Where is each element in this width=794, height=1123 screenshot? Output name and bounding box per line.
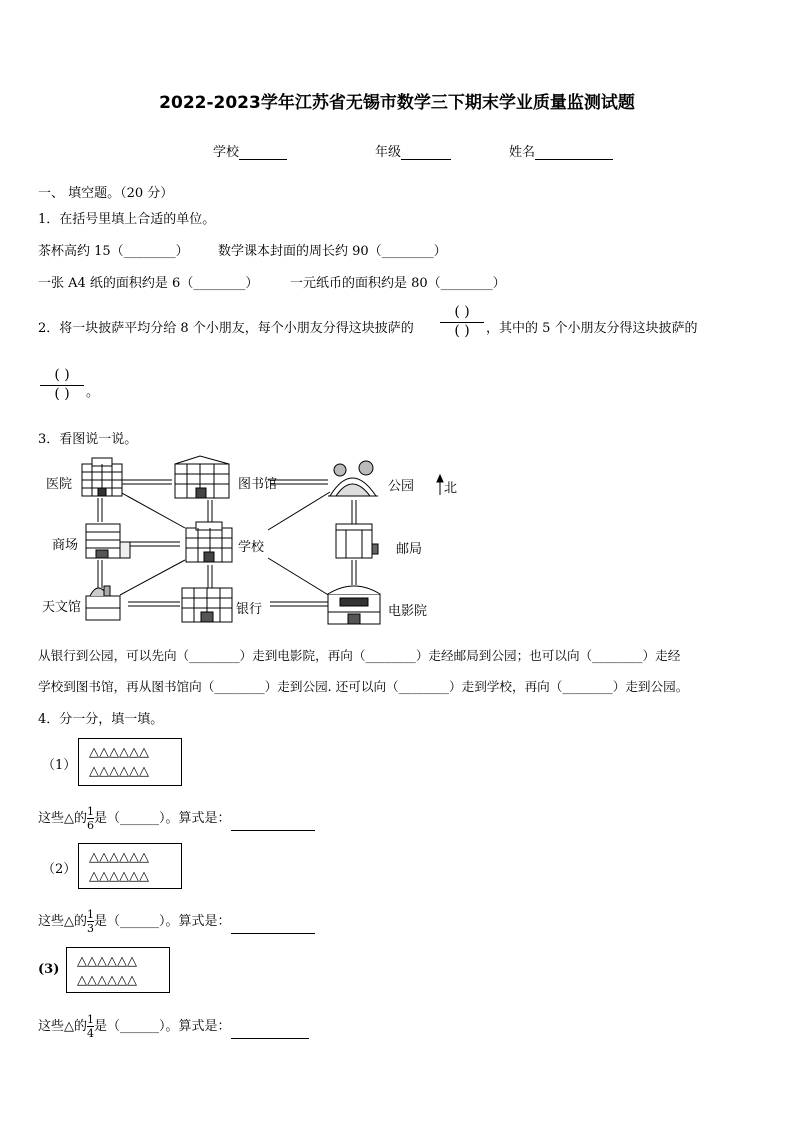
road-school-park	[268, 492, 330, 530]
observatory-building-icon	[86, 586, 120, 620]
q3-answer-line1: 从银行到公园，可以先向（________）走到电影院，再向（________）走经邮局到公园；也可以向（________）走经	[38, 648, 681, 663]
name-label: 姓名	[509, 145, 536, 160]
map-label-school: 学校	[238, 540, 265, 555]
q1-line1b: 数学课本封面的周长约 90（________）	[218, 244, 447, 259]
q4-part2-suffix: 是（______）。算式是：	[94, 914, 231, 929]
bank-building-icon	[182, 588, 232, 622]
triangle-row: △△△△△△	[77, 973, 137, 988]
section-heading: 一、 填空题。（20 分）	[38, 186, 174, 201]
post-building-icon	[336, 524, 378, 558]
q4-part3-answer-blank[interactable]	[231, 1024, 309, 1039]
q4-part2-answer-blank[interactable]	[231, 919, 315, 934]
q4-stem: 4．分一分，填一填。	[38, 712, 164, 727]
grade-label: 年级	[375, 145, 402, 160]
fraction-numerator: 1	[87, 908, 94, 921]
triangle-row: △△△△△△	[77, 954, 137, 969]
q3-answer-line2: 学校到图书馆，再从图书馆向（________）走到公园. 还可以向（________）走到学校，再向（________）走到公园。	[38, 679, 689, 694]
triangle-row: △△△△△△	[89, 745, 149, 760]
map-label-bank: 银行	[236, 602, 263, 617]
road-observatory-school	[120, 560, 185, 595]
school-building-icon	[186, 522, 232, 562]
q4-part2-triangles	[78, 843, 182, 889]
q4-part3-label: (3)	[38, 962, 60, 977]
fraction-numerator: 1	[87, 805, 94, 818]
school-label: 学校	[213, 145, 240, 160]
grade-blank[interactable]	[401, 145, 451, 160]
map-label-cinema: 电影院	[388, 604, 428, 619]
q4-part3-fraction	[87, 1014, 94, 1039]
fraction-denominator: 3	[87, 922, 94, 935]
school-blank[interactable]	[239, 145, 287, 160]
q4-part2-question	[38, 909, 315, 934]
q2-text1: 2．将一块披萨平均分给 8 个小朋友，每个小朋友分得这块披萨的	[38, 321, 414, 336]
q2-end: 。	[86, 385, 100, 400]
q1-line2a: 一张 A4 纸的面积约是 6（________）	[38, 276, 259, 291]
road-school-cinema	[268, 558, 330, 596]
q4-part1-triangles	[78, 738, 182, 786]
fraction-denominator: 6	[87, 819, 94, 832]
q2-fraction-2-num: ( )	[54, 367, 70, 383]
q3-stem: 3．看图说一说。	[38, 432, 138, 447]
q4-part1-fraction	[87, 806, 94, 831]
q4-part2-prefix: 这些△的	[38, 914, 87, 929]
q2-fraction-2-den: ( )	[54, 386, 70, 402]
q4-part1-answer-blank[interactable]	[231, 816, 315, 831]
map-label-hospital: 医院	[46, 477, 73, 492]
triangle-row: △△△△△△	[89, 869, 149, 884]
q4-part3-suffix: 是（______）。算式是：	[94, 1019, 231, 1034]
q4-part1-prefix: 这些△的	[38, 811, 87, 826]
q1-line1a: 茶杯高约 15（________）	[38, 244, 189, 259]
q4-part3-prefix: 这些△的	[38, 1019, 87, 1034]
map-label-library: 图书馆	[238, 477, 278, 492]
q4-part3-triangles	[66, 947, 170, 993]
q2-text2: ，其中的 5 个小朋友分得这块披萨的	[486, 321, 698, 336]
name-blank[interactable]	[535, 145, 613, 160]
q4-part2-label: （2）	[42, 862, 77, 877]
q4-part3-question	[38, 1014, 309, 1039]
q2-fraction-blank-2[interactable]	[40, 367, 84, 404]
q4-part1-suffix: 是（______）。算式是：	[94, 811, 231, 826]
school-field	[213, 141, 287, 160]
q1-line2b: 一元纸币的面积约是 80（________）	[290, 276, 506, 291]
park-building-icon	[328, 461, 378, 496]
page-title: 2022-2023学年江苏省无锡市数学三下期末学业质量监测试题	[159, 93, 635, 113]
grade-field	[375, 141, 451, 160]
q4-part1-label: （1）	[42, 758, 77, 773]
map-label-park: 公园	[388, 479, 415, 494]
map-label-north: 北	[444, 481, 458, 496]
cinema-building-icon	[328, 586, 380, 624]
q2-fraction-1-den: ( )	[454, 323, 470, 339]
q1-stem: 1．在括号里填上合适的单位。	[38, 212, 216, 227]
north-arrow-icon	[437, 475, 443, 495]
library-building-icon	[175, 456, 229, 498]
q4-part1-question	[38, 806, 315, 831]
map-label-mall: 商场	[52, 538, 79, 553]
q4-part2-fraction	[87, 909, 94, 934]
mall-building-icon	[86, 524, 130, 558]
triangle-row: △△△△△△	[89, 850, 149, 865]
fraction-denominator: 4	[87, 1027, 94, 1040]
q2-fraction-1-num: ( )	[454, 304, 470, 320]
q2-fraction-blank-1[interactable]	[440, 304, 484, 341]
fraction-numerator: 1	[87, 1013, 94, 1026]
name-field	[509, 141, 613, 160]
triangle-row: △△△△△△	[89, 764, 149, 779]
hospital-building-icon	[82, 458, 122, 496]
map-label-observatory: 天文馆	[42, 600, 82, 615]
map-label-post: 邮局	[396, 542, 423, 557]
